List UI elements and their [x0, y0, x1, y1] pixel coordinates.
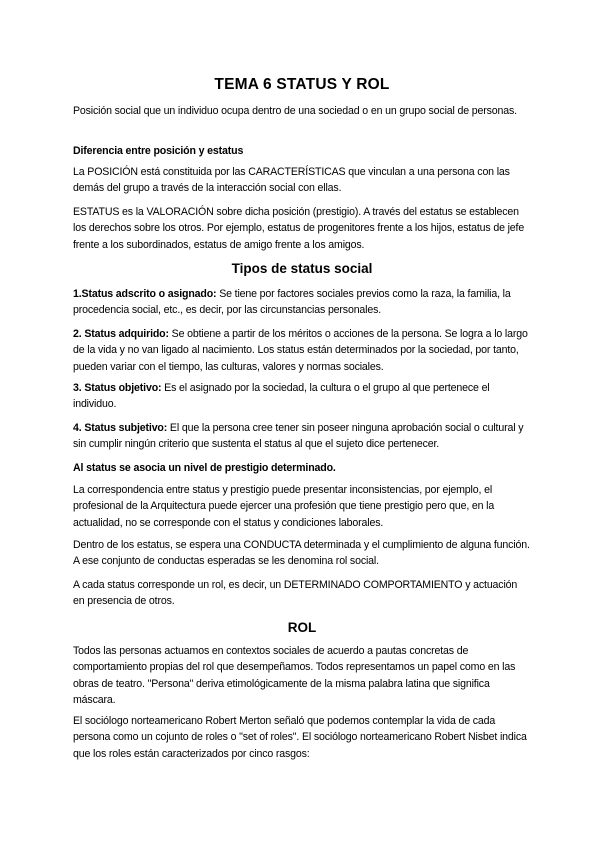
tipo-label: 4. Status subjetivo:	[73, 422, 168, 434]
intro-paragraph: Posición social que un individuo ocupa dentro de una sociedad o en un grupo social de personas.	[73, 105, 517, 117]
posicion-paragraph: La POSICIÓN está constituida por las CARACTERÍSTICAS que vinculan a una persona con las demás del grupo a través de la interacción social con ellas.	[73, 166, 510, 195]
tipo-label: 3. Status objetivo:	[73, 382, 162, 394]
page-title: TEMA 6 STATUS Y ROL	[214, 76, 390, 93]
tipo-text: Es el asignado por la sociedad, la cultura o el grupo al que pertenece el individuo.	[73, 382, 490, 411]
tipo-text: El que la persona cree tener sin poseer ninguna aprobación social o cultural y sin cumplir ningún criterio que sustenta el status al que el sujeto dice pertenecer.	[73, 422, 524, 451]
tipo-text: Se obtiene a partir de los méritos o acciones de la persona. Se logra a lo largo de la vida y no van ligado al nacimiento. Los status están determinados por la sociedad, por tanto, pueden variar con el tiempo, las culturas, valores y normas sociales.	[73, 328, 528, 373]
prestigio-heading: Al status se asocia un nivel de prestigio determinado.	[73, 462, 336, 474]
tipo-label: 1.Status adscrito o asignado:	[73, 288, 217, 300]
conducta-paragraph: Dentro de los estatus, se espera una CONDUCTA determinada y el cumplimiento de alguna función. A ese conjunto de conductas esperadas se les denomina rol social.	[73, 539, 530, 568]
tipo-item	[73, 286, 531, 319]
tipo-item	[73, 326, 531, 375]
diff-heading: Diferencia entre posición y estatus	[73, 145, 244, 157]
correspondencia-paragraph: La correspondencia entre status y prestigio puede presentar inconsistencias, por ejemplo, el profesional de la Arquitectura puede ejercer una profesión que tiene prestigio pero que, en la actualidad, no se corresponde con el status y condiciones laborales.	[73, 484, 495, 529]
estatus-paragraph: ESTATUS es la VALORACIÓN sobre dicha posición (prestigio). A través del estatus se establecen los derechos sobre los otros. Por ejemplo, estatus de progenitores frente a los hijos, estatus de jefe frente a los subordinados, estatus de amigo frente a los amigos.	[73, 206, 525, 251]
rol-paragraph-1: Todos las personas actuamos en contextos sociales de acuerdo a pautas concretas de comportamiento propias del rol que desempeñamos. Todos representamos un papel como en las obras de teatro. "Persona" deriva etimológicamente de la misma palabra latina que significa máscara.	[73, 645, 516, 707]
tipo-item	[73, 380, 531, 413]
tipos-heading: Tipos de status social	[231, 261, 373, 276]
tipo-item	[73, 420, 531, 453]
rol-paragraph-2: El sociólogo norteamericano Robert Merton señaló que podemos contemplar la vida de cada persona como un cojunto de roles o "set of roles". El sociólogo norteamericano Robert Nisbet indica que los roles están caracterizados por cinco rasgos:	[73, 715, 527, 760]
cada-status-paragraph: A cada status corresponde un rol, es decir, un DETERMINADO COMPORTAMIENTO y actuación en presencia de otros.	[73, 579, 518, 608]
tipo-label: 2. Status adquirido:	[73, 328, 169, 340]
rol-heading: ROL	[287, 620, 317, 635]
tipo-text: Se tiene por factores sociales previos como la raza, la familia, la procedencia social, etc., es decir, por las circunstancias personales.	[73, 288, 511, 317]
